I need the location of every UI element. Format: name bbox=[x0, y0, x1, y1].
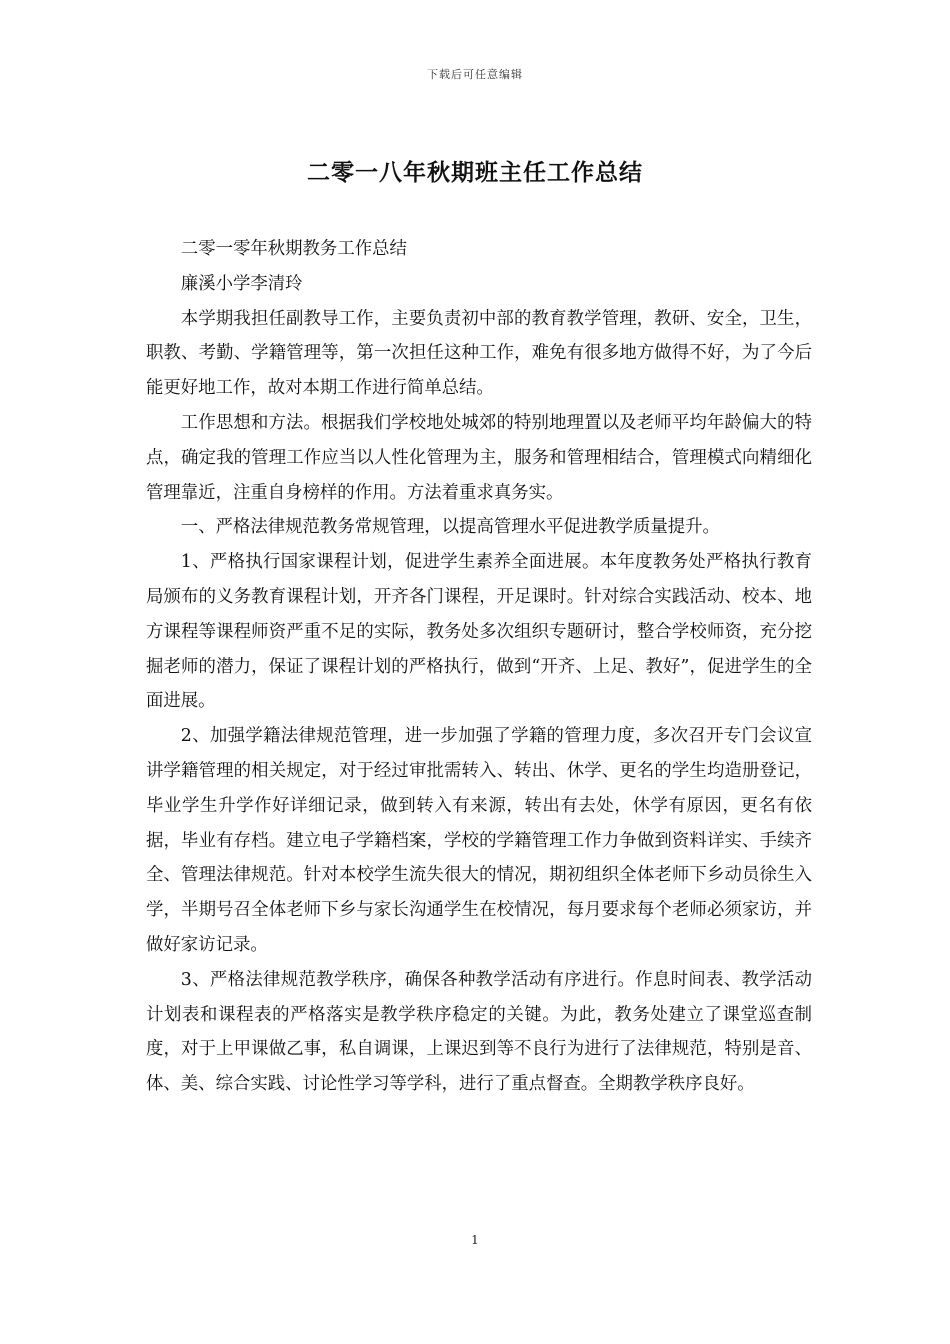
paragraph-section-heading: 一、严格法律规范教务常规管理，以提高管理水平促进教学质量提升。 bbox=[180, 517, 720, 538]
header-note: 下载后可任意编辑 bbox=[427, 68, 523, 81]
paragraph-intro: 本学期我担任副教导工作，主要负责初中部的教育教学管理，教研、安全，卫生，职教、考勤、学籍管理等，第一次担任这种工作，难免有很多地方做得不好，为了今后能更好地工作，故对本期工作进行简单总结。 bbox=[146, 308, 812, 399]
document-body bbox=[146, 232, 812, 1102]
paragraph-item-3: 3、严格法律规范教学秩序，确保各种教学活动有序进行。作息时间表、教学活动计划表和课程表的严格落实是教学秩序稳定的关键。为此，教务处建立了课堂巡查制度，对于上甲课做乙事，私自调课，上课迟到等不良行为进行了法律规范，特别是音、体、美、综合实践、讨论性学习等学科，进行了重点督查。全期教学秩序良好。 bbox=[146, 969, 812, 1095]
document-title: 二零一八年秋期班主任工作总结 bbox=[307, 159, 643, 186]
paragraph-item-1: 1、严格执行国家课程计划，促进学生素养全面进展。本年度教务处严格执行教育局颁布的义务教育课程计划，开齐各门课程，开足课时。针对综合实践活动、校本、地方课程等课程师资严重不足的实际，教务处多次组织专题研讨，整合学校师资，充分挖掘老师的潜力，保证了课程计划的严格执行，做到“开齐、上足、教好”，促进学生的全面进展。 bbox=[146, 552, 812, 712]
paragraph-item-2: 2、加强学籍法律规范管理，进一步加强了学籍的管理力度，多次召开专门会议宣讲学籍管理的相关规定，对于经过审批需转入、转出、休学、更名的学生均造册登记，毕业学生升学作好详细记录，做到转入有来源，转出有去处，休学有原因，更名有依据，毕业有存档。建立电子学籍档案，学校的学籍管理工作力争做到资料详实、手续齐全、管理法律规范。针对本校学生流失很大的情况，期初组织全体老师下乡动员徐生入学，半期号召全体老师下乡与家长沟通学生在校情况，每月要求每个老师必须家访，并做好家访记录。 bbox=[146, 726, 812, 955]
paragraph-subtitle: 二零一零年秋期教务工作总结 bbox=[180, 239, 407, 259]
page-number: 1 bbox=[471, 1233, 479, 1247]
paragraph-method: 工作思想和方法。根据我们学校地处城郊的特别地理置以及老师平均年龄偏大的特点，确定我的管理工作应当以人性化管理为主，服务和管理相结合，管理模式向精细化管理靠近，注重自身榜样的作用。方法着重求真务实。 bbox=[146, 412, 812, 503]
paragraph-author: 廉溪小学李清玲 bbox=[180, 273, 303, 294]
